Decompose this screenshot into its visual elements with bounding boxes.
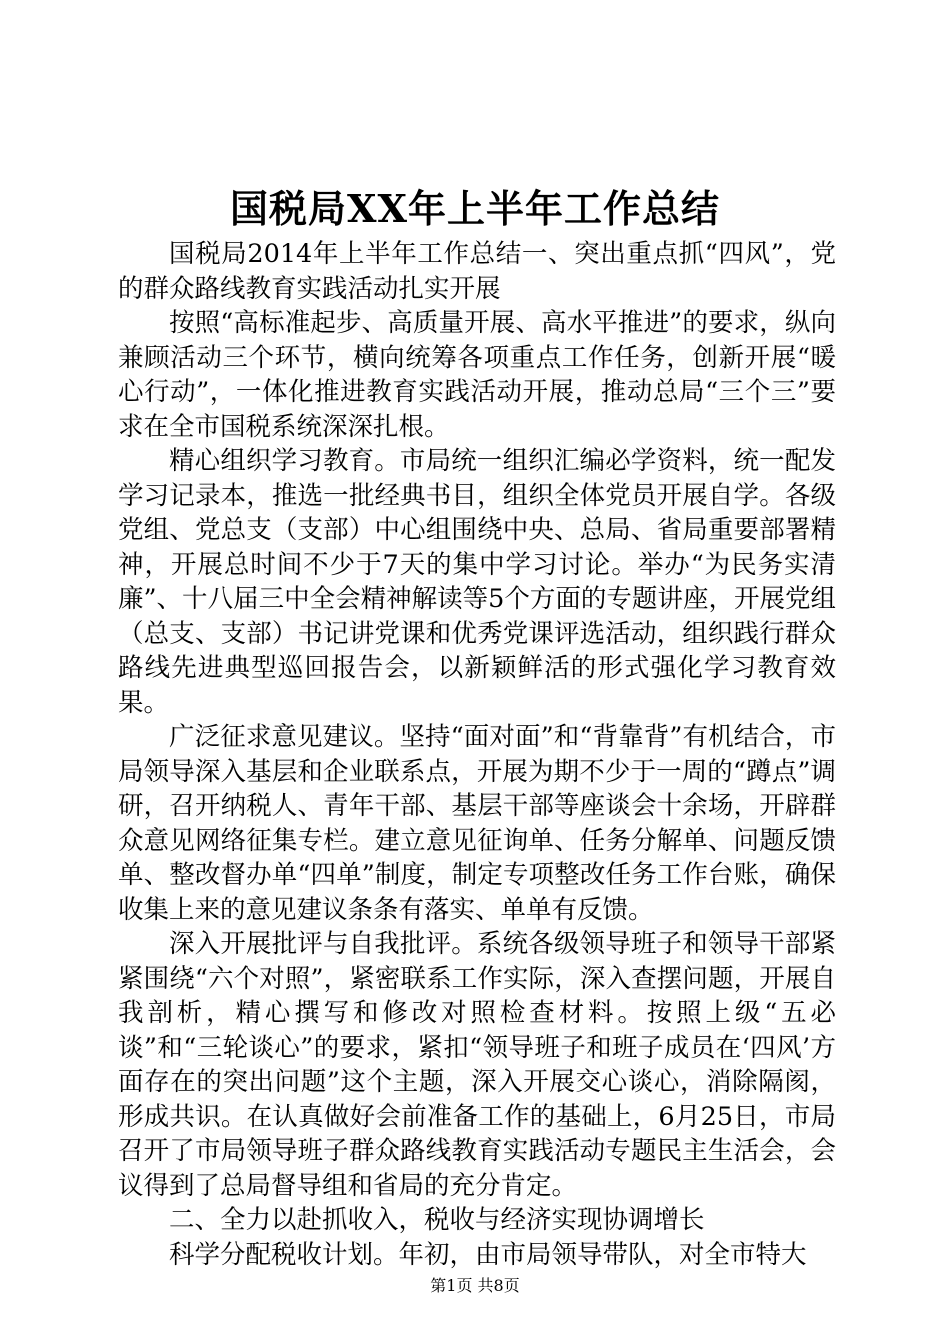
paragraph-study-education: 精心组织学习教育。市局统一组织汇编必学资料，统一配发学习记录本，推选一批经典书目，组织全体党员开展自学。各级党组、党总支（支部）中心组围绕中央、总局、省局重要部署精神，开展总时间不少于7天的集中学习讨论。举办“为民务实清廉”、十八届三中全会精神解读等5个方面的专题讲座，开展党组（总支、支部）书记讲党课和优秀党课评选活动，组织践行群众路线先进典型巡回报告会，以新颖鲜活的形式强化学习教育效果。 (118, 446, 836, 718)
page-number-footer: 第1页 共8页 (430, 1276, 520, 1295)
paragraph-requirements: 按照“高标准起步、高质量开展、高水平推进”的要求，纵向兼顾活动三个环节，横向统筹各项重点工作任务，创新开展“暖心行动”，一体化推进教育实践活动开展，推动总局“三个三”要求在全市国税系统深深扎根。 (118, 308, 836, 442)
paragraph-criticism: 深入开展批评与自我批评。系统各级领导班子和领导干部紧紧围绕“六个对照”，紧密联系工作实际，深入查摆问题，开展自我剖析，精心撰写和修改对照检查材料。按照上级“五必谈”和“三轮谈心”的要求，紧扣“领导班子和班子成员在‘四风’方面存在的突出问题”这个主题，深入开展交心谈心，消除隔阂，形成共识。在认真做好会前准备工作的基础上，6月25日，市局召开了市局领导班子群众路线教育实践活动专题民主生活会，会议得到了总局督导组和省局的充分肯定。 (118, 929, 836, 1201)
document-title: 国税局XX年上半年工作总结 (230, 186, 720, 231)
paragraph-intro: 国税局2014年上半年工作总结一、突出重点抓“四风”，党的群众路线教育实践活动扎实开展 (118, 239, 836, 304)
paragraph-tax-plan: 科学分配税收计划。年初，由市局领导带队，对全市特大 (169, 1239, 807, 1270)
paragraph-solicit-opinions: 广泛征求意见建议。坚持“面对面”和“背靠背”有机结合，市局领导深入基层和企业联系点，开展为期不少于一周的“蹲点”调研，召开纳税人、青年干部、基层干部等座谈会十余场，开辟群众意见网络征集专栏。建立意见征询单、任务分解单、问题反馈单、整改督办单“四单”制度，制定专项整改任务工作台账，确保收集上来的意见建议条条有落实、单单有反馈。 (118, 722, 836, 925)
section-heading-revenue: 二、全力以赴抓收入，税收与经济实现协调增长 (169, 1205, 705, 1235)
document-body (118, 237, 836, 1272)
